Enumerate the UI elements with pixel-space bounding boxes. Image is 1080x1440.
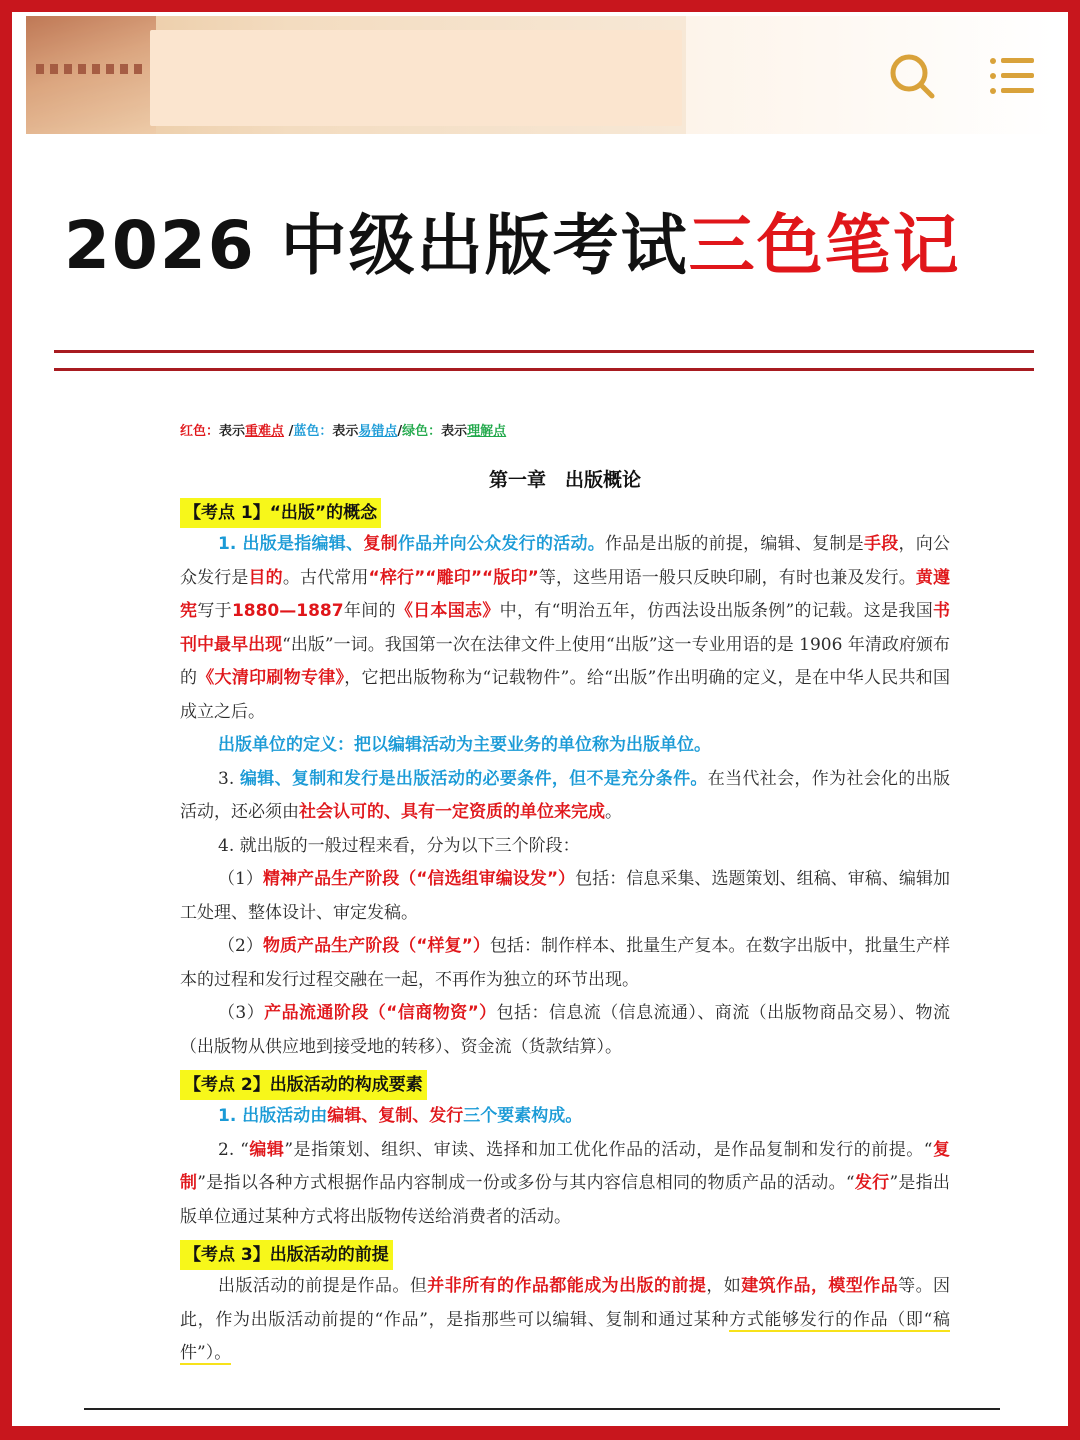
- legend-green-pre: 表示: [441, 424, 468, 439]
- kp1-heading: 【考点 1】“出版”的概念: [180, 498, 381, 528]
- redacted-area: [150, 30, 682, 126]
- header-banner: [26, 16, 686, 134]
- legend-red-label: 红色：: [180, 424, 220, 439]
- kp1-paragraph-2: 出版单位的定义：把以编辑活动为主要业务的单位称为出版单位。: [218, 735, 711, 755]
- kp1-paragraph-3: 3. 编辑、复制和发行是出版活动的必要条件，但不是充分条件。在当代社会，作为社会化的出版活动，还必须由社会认可的、具有一定资质的单位来完成。: [180, 768, 951, 822]
- stage-1: （1）精神产品生产阶段（“信选组审编设发”）包括：信息采集、选题策划、组稿、审稿、编辑加工处理、整体设计、审定发稿。: [180, 869, 950, 923]
- bottom-rule: [84, 1408, 1000, 1410]
- legend-blue-pre: 表示: [332, 424, 359, 439]
- divider-bottom: [54, 368, 1034, 371]
- legend-green-label: 绿色：: [402, 424, 442, 439]
- divider-top: [54, 350, 1034, 353]
- legend-red-term: 重难点: [245, 424, 285, 439]
- cover-title-red: 三色笔记: [688, 207, 961, 284]
- cover-title: [64, 192, 1024, 287]
- chapter-title: 第一章 出版概论: [488, 469, 641, 491]
- legend-red-pre: 表示: [219, 424, 246, 439]
- great-wall-image: [26, 16, 156, 134]
- menu-icon[interactable]: [988, 56, 1036, 96]
- kp1-paragraph-1: 1. 出版是指编辑、复制作品并向公众发行的活动。作品是出版的前提，编辑、复制是手段，向公众发行是目的。古代常用“梓行”“雕印”“版印”等，这些用语一般只反映印刷，有时也兼及发行。黄遵宪写于1880—1887年间的《日本国志》中，有“明治五年，仿西法设出版条例”的记载。这是我国书刊中最早出现“出版”一词。我国第一次在法律文件上使用“出版”这一专业用语的是 1906 年清政府颁布的《大清印刷物专律》，它把出版物称为“记载物件”。给“出版”作出明确的定义，是在中华人民共和国成立之后。: [180, 534, 951, 722]
- legend-sep: /: [284, 424, 294, 439]
- kp3-paragraph-1: 出版活动的前提是作品。但并非所有的作品都能成为出版的前提，如建筑作品，模型作品等。因此，作为出版活动前提的“作品”，是指那些可以编辑、复制和通过某种方式能够发行的作品（即“稿件”）。: [180, 1276, 951, 1363]
- kp2-paragraph-2: 2. “编辑”是指策划、组织、审读、选择和加工优化作品的活动，是作品复制和发行的前提。“复制”是指以各种方式根据作品内容制成一份或多份与其内容信息相同的物质产品的活动。“发行”是指出版单位通过某种方式将出版物传送给消费者的活动。: [180, 1139, 951, 1227]
- kp2-heading: 【考点 2】出版活动的构成要素: [180, 1070, 427, 1100]
- cover-title-black: 2026 中级出版考试: [64, 207, 689, 284]
- stage-3: （3）产品流通阶段（“信商物资”）包括：信息流（信息流通）、商流（出版物商品交易）、物流（出版物从供应地到接受地的转移）、资金流（货款结算）。: [180, 1003, 950, 1057]
- document-body: [180, 420, 950, 1371]
- legend-green-term: 理解点: [467, 424, 507, 439]
- legend-sep: /: [397, 424, 403, 439]
- kp1-paragraph-4: 4. 就出版的一般过程来看，分为以下三个阶段：: [218, 835, 580, 856]
- kp3-heading: 【考点 3】出版活动的前提: [180, 1240, 393, 1270]
- kp2-paragraph-1: 1. 出版活动由编辑、复制、发行三个要素构成。: [218, 1106, 583, 1126]
- search-icon[interactable]: [888, 52, 936, 100]
- legend-blue-term: 易错点: [358, 424, 398, 439]
- stage-2: （2）物质产品生产阶段（“样复”）包括：制作样本、批量生产复本。在数字出版中，批量生产样本的过程和发行过程交融在一起，不再作为独立的环节出现。: [180, 936, 950, 990]
- color-legend: [180, 420, 950, 439]
- legend-blue-label: 蓝色：: [293, 424, 333, 439]
